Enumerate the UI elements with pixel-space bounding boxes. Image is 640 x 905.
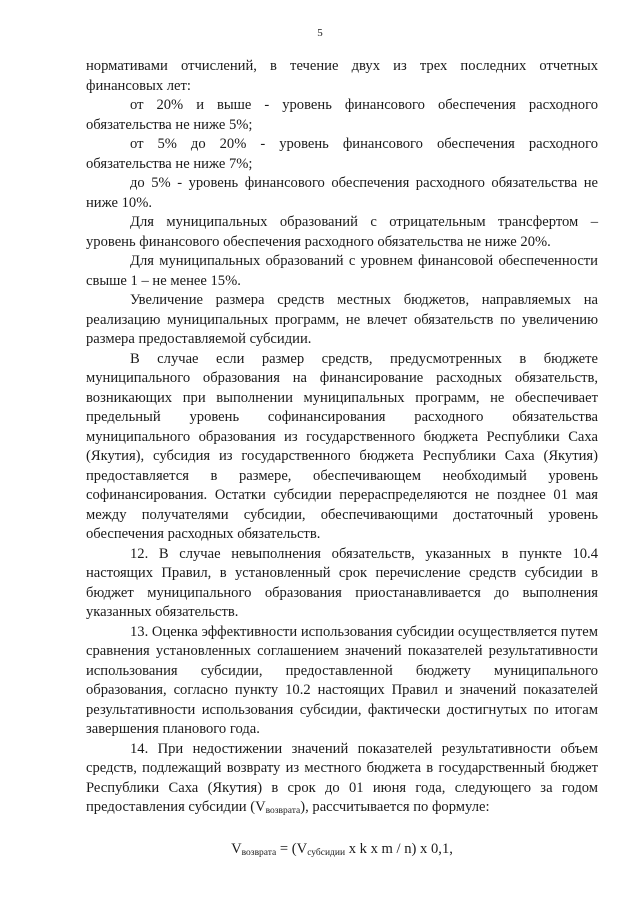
formula-v1-sub: возврата	[241, 847, 277, 858]
paragraph-3: до 5% - уровень финансового обеспечения расходного обязательства не ниже 10%.	[86, 175, 598, 211]
formula-v2-sub: субсидии	[307, 847, 346, 858]
paragraph-10-subscript: возврата	[265, 806, 301, 816]
paragraph-10	[86, 740, 598, 818]
paragraph-4: Для муниципальных образований с отрицательным трансфертом – уровень финансового обеспечения расходного обязательства не ниже 20%.	[86, 214, 598, 250]
paragraph-0: нормативами отчислений, в течение двух из трех последних отчетных финансовых лет:	[86, 58, 598, 94]
formula	[86, 840, 598, 860]
paragraph-8: 12. В случае невыполнения обязательств, указанных в пункте 10.4 настоящих Правил, в установленный срок перечисление средств субсидии в бюджет муниципального образования приостанавливается до выполнения указанных обязательств.	[86, 545, 598, 620]
paragraph-10-text-after: ), рассчитывается по формуле:	[300, 799, 490, 815]
paragraph-5: Для муниципальных образований с уровнем финансовой обеспеченности свыше 1 – не менее 15%.	[86, 253, 598, 289]
formula-middle: = (V	[276, 840, 308, 857]
body-text	[86, 57, 598, 859]
page-number: 5	[317, 27, 323, 39]
paragraph-7: В случае если размер средств, предусмотренных в бюджете муниципального образования на финансирование расходных обязательств, возникающих при выполнении муниципальных программ, не обеспечивает предельный уровень софинансирования расходного обязательства муниципального образования из государственного бюджета Республики Саха (Якутия), субсидия из государственного бюджета Республики Саха (Якутия) предоставляется в размере, обеспечивающем необходимый уровень софинансирования. Остатки субсидии перераспределяются не позднее 01 мая между получателями субсидии, обеспечивающими достаточный уровень обеспечения расходных обязательств.	[86, 350, 598, 542]
paragraph-1: от 20% и выше - уровень финансового обеспечения расходного обязательства не ниже 5%;	[86, 97, 598, 133]
paragraph-2: от 5% до 20% - уровень финансового обеспечения расходного обязательства не ниже 7%;	[86, 136, 598, 172]
paragraph-10-text-before: 14. При недостижении значений показателей результативности объем средств, подлежащий возврату из местного бюджета в государственный бюджет Республики Саха (Якутия) в срок до 01 июня года, следующего за годом предоставления субсидии (V	[86, 740, 598, 815]
paragraph-6: Увеличение размера средств местных бюджетов, направляемых на реализацию муниципальных программ, не влечет обязательств по увеличению размера предоставляемой субсидии.	[86, 292, 598, 347]
paragraph-9: 13. Оценка эффективности использования субсидии осуществляется путем сравнения установленных соглашением значений показателей результативности использования субсидии, предоставленной бюджету муниципального образования, согласно пункту 10.2 настоящих Правил и значений показателей результативности использования субсидии, фактически достигнутых по итогам завершения планового года.	[86, 623, 598, 737]
formula-rest: x k x m / n) x 0,1,	[345, 840, 453, 857]
formula-v1: V	[231, 840, 242, 857]
